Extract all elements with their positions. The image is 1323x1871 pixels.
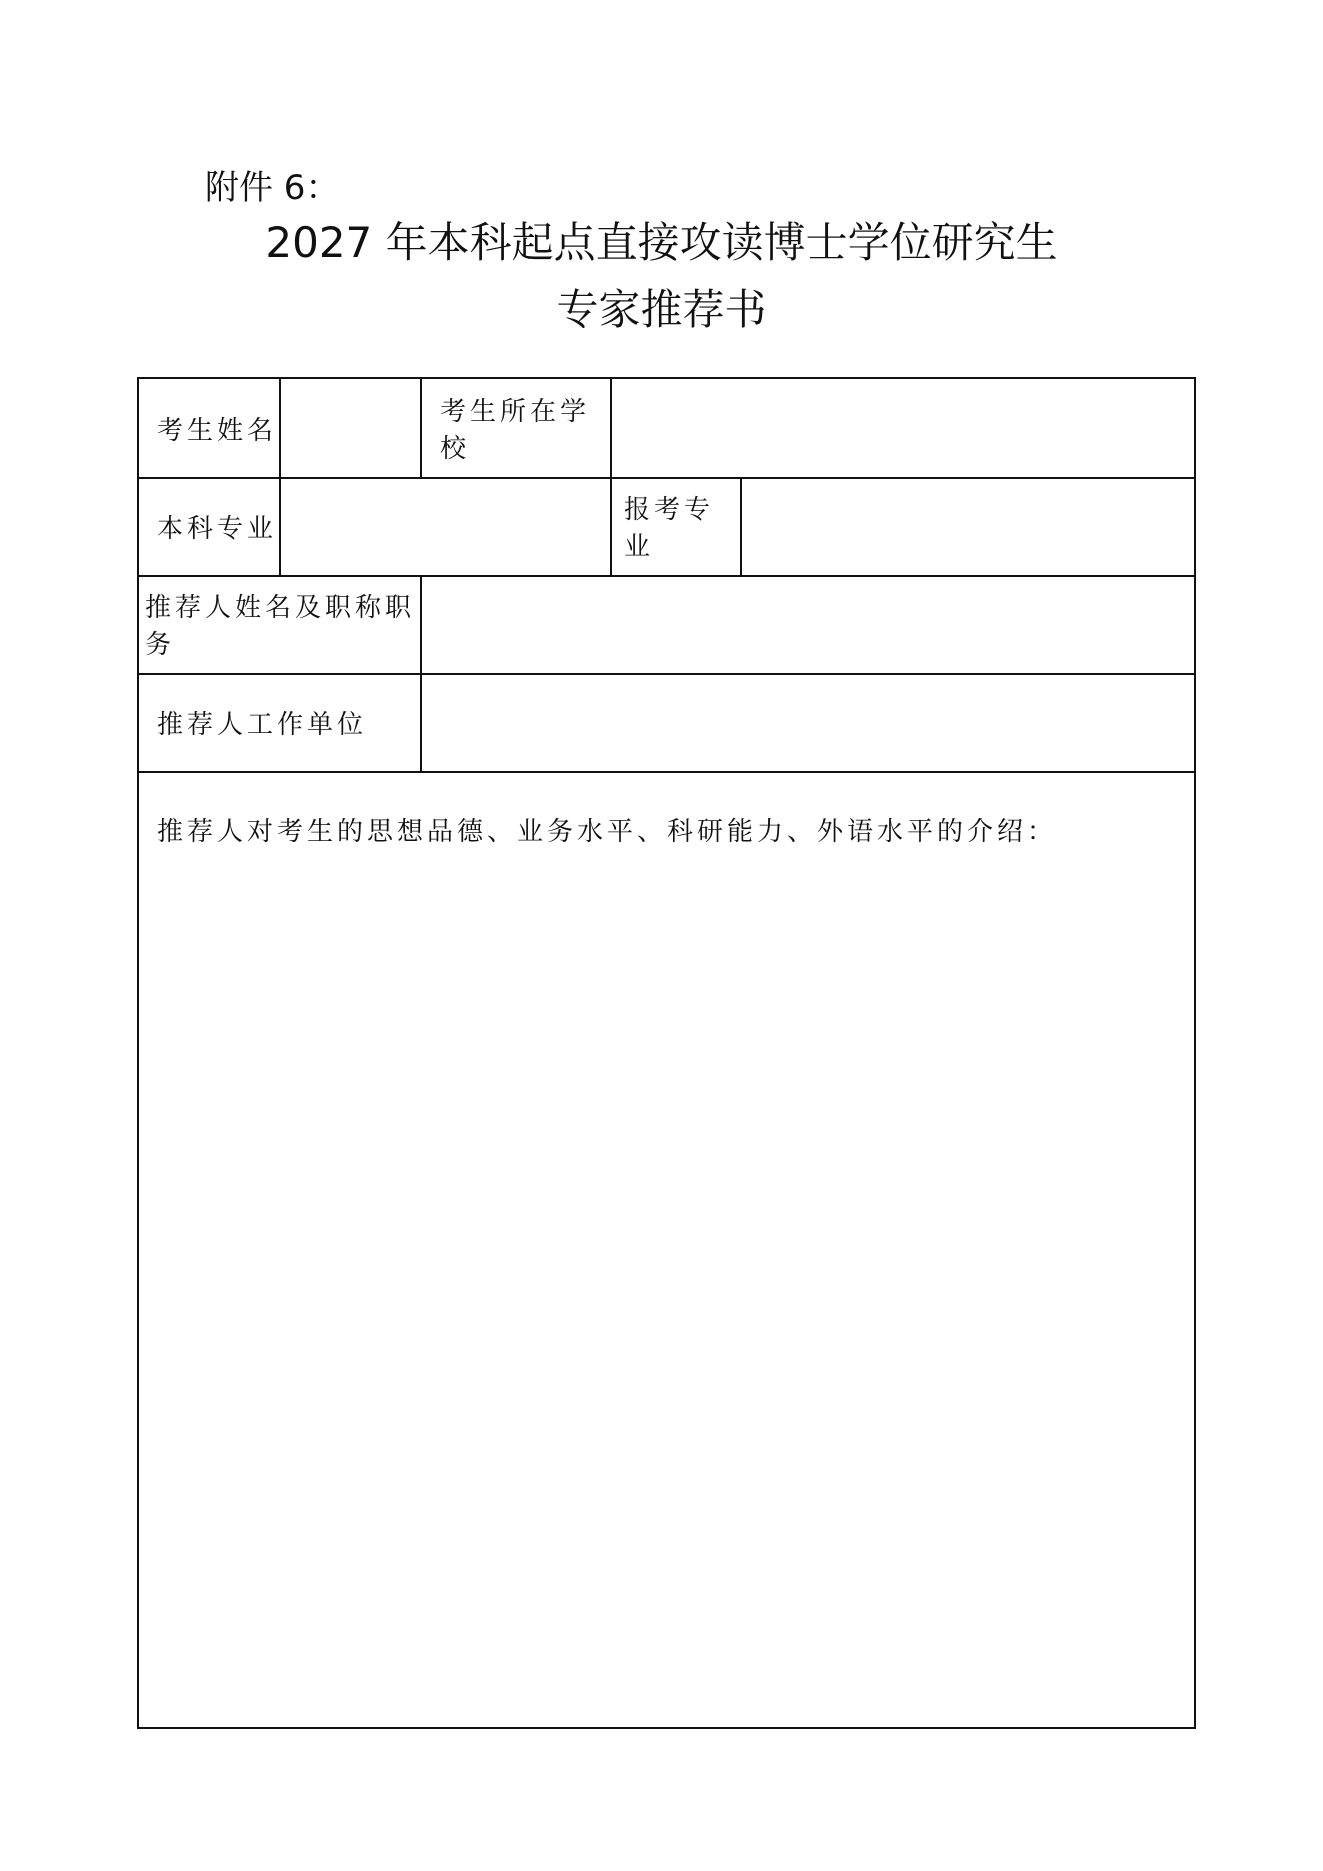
candidate-name-label: 考生姓名: [139, 379, 281, 477]
form-row-major: [139, 477, 1194, 577]
undergrad-major-field[interactable]: [281, 477, 612, 575]
introduction-label: 推荐人对考生的思想品德、业务水平、科研能力、外语水平的介绍：: [157, 817, 1058, 847]
form-row-candidate: [139, 379, 1194, 479]
candidate-name-field[interactable]: [281, 379, 422, 477]
recommendation-form: [137, 377, 1196, 1729]
school-field[interactable]: [612, 379, 1194, 477]
recommender-title-field[interactable]: [422, 575, 1194, 673]
recommender-unit-field[interactable]: [422, 673, 1194, 771]
school-label: 考生所在学校: [422, 379, 612, 477]
recommender-title-label: 推荐人姓名及职称职务: [139, 575, 422, 673]
introduction-field[interactable]: [139, 855, 1194, 1725]
form-row-recommender-unit: [139, 673, 1194, 773]
attachment-label: 附件 6：: [205, 168, 340, 208]
undergrad-major-label: 本科专业: [139, 477, 281, 575]
recommender-unit-label: 推荐人工作单位: [139, 673, 422, 771]
applied-major-label: 报考专业: [612, 477, 742, 575]
form-row-recommender-title: [139, 575, 1194, 675]
applied-major-field[interactable]: [742, 477, 1194, 575]
document-title: 2027 年本科起点直接攻读博士学位研究生: [265, 218, 1058, 267]
document-subtitle: 专家推荐书: [556, 285, 767, 334]
